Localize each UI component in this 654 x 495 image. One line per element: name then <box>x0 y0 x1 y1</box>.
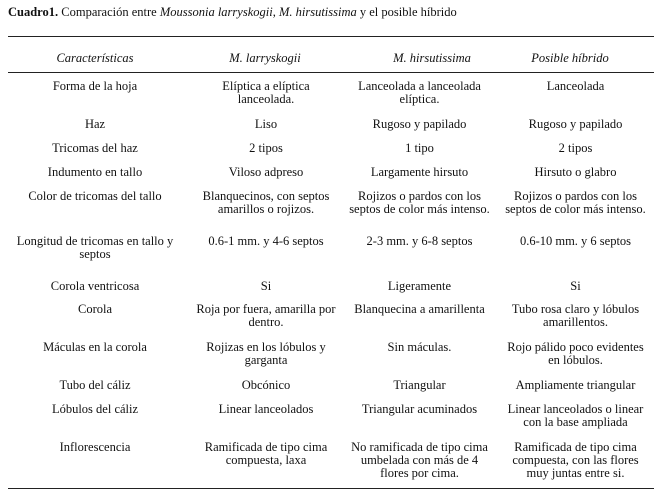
top-rule <box>8 36 654 37</box>
value-cell: Rojizas en los lóbulos y garganta <box>206 340 326 367</box>
table-row <box>0 379 654 403</box>
value-cell: Hirsuto o glabro <box>534 165 617 179</box>
characteristic-cell: Corola <box>77 302 113 316</box>
characteristic-cell: Lóbulos del cáliz <box>51 402 139 416</box>
value-cell: Triangular acuminados <box>361 402 478 416</box>
value-cell: Ligeramente <box>387 279 452 293</box>
characteristic-cell: Tricomas del haz <box>52 141 138 155</box>
value-cell: 0.6-1 mm. y 4-6 septos <box>208 234 324 248</box>
value-cell: Obcónico <box>241 378 291 392</box>
value-cell: Ampliamente triangular <box>515 378 636 392</box>
bottom-rule <box>8 488 654 489</box>
value-cell: Linear lanceolados o linear con la base ampliada <box>507 402 644 429</box>
table-row <box>0 80 654 118</box>
characteristic-cell: Corola ventricosa <box>50 279 140 293</box>
value-cell: 2 tipos <box>249 141 283 155</box>
table-row <box>0 441 654 483</box>
value-cell: Tubo rosa claro y lóbulos amarillentos. <box>511 302 640 329</box>
caption-label: Cuadro1. <box>8 5 59 19</box>
characteristic-cell: Forma de la hoja <box>52 79 138 93</box>
header-hirsutissima: M. hirsutissima <box>393 51 471 65</box>
table-row <box>0 280 654 303</box>
value-cell: 2 tipos <box>558 141 593 155</box>
value-cell: Elíptica a elíptica lanceolada. <box>222 79 310 106</box>
characteristic-cell: Color de tricomas del tallo <box>28 189 162 203</box>
header-rule <box>8 72 654 73</box>
characteristic-cell: Indumento en tallo <box>47 165 143 179</box>
characteristic-cell: Tubo del cáliz <box>59 378 131 392</box>
value-cell: Rojizos o pardos con los septos de color más intenso. <box>349 189 490 216</box>
value-cell: Ramificada de tipo cima compuesta, laxa <box>204 440 328 467</box>
table-row <box>0 142 654 166</box>
value-cell: Linear lanceolados <box>218 402 314 416</box>
value-cell: Viloso adpreso <box>228 165 304 179</box>
value-cell: Si <box>570 279 581 293</box>
value-cell: 0.6-10 mm. y 6 septos <box>519 234 632 248</box>
value-cell: Lanceolada a lanceolada elíptica. <box>358 79 481 106</box>
value-cell: Rojizos o pardos con los septos de color más intenso. <box>505 189 646 216</box>
table-row <box>0 166 654 190</box>
value-cell: Si <box>260 279 272 293</box>
value-cell: Roja por fuera, amarilla por dentro. <box>196 302 336 329</box>
value-cell: Rugoso y papilado <box>528 117 623 131</box>
header-hibrido: Posible híbrido <box>531 51 609 65</box>
value-cell: Triangular <box>393 378 446 392</box>
header-larryskogii: M. larryskogii <box>229 51 301 65</box>
value-cell: Blanquecina a amarillenta <box>354 302 485 316</box>
header-caracteristicas: Características <box>56 51 134 65</box>
table-row <box>0 303 654 341</box>
comparison-table <box>0 80 654 483</box>
value-cell: Lanceolada <box>546 79 605 93</box>
value-cell: Sin máculas. <box>387 340 452 354</box>
caption-species: M. hirsutissima <box>278 5 357 19</box>
value-cell: Rojo pálido poco evidentes en lóbulos. <box>507 340 644 367</box>
value-cell: Ramificada de tipo cima compuesta, con las flores muy juntas entre si. <box>512 440 639 480</box>
table-row <box>0 403 654 441</box>
value-cell: No ramificada de tipo cima umbelada con más de 4 flores por cima. <box>351 440 488 480</box>
value-cell: 1 tipo <box>405 141 434 155</box>
value-cell: 2-3 mm. y 6-8 septos <box>366 234 473 248</box>
characteristic-cell: Máculas en la corola <box>43 340 147 354</box>
value-cell: Largamente hirsuto <box>370 165 469 179</box>
caption-species: Moussonia larryskogii <box>159 5 273 19</box>
caption-text: , <box>272 5 279 19</box>
value-cell: Rugoso y papilado <box>372 117 467 131</box>
table-row <box>0 118 654 142</box>
characteristic-cell: Inflorescencia <box>59 440 131 454</box>
value-cell: Liso <box>254 117 278 131</box>
table-row <box>0 341 654 379</box>
caption-text: Comparación entre <box>58 5 160 19</box>
table-caption <box>8 5 457 20</box>
caption-text: y el posible híbrido <box>356 5 457 19</box>
table-row <box>0 235 654 280</box>
table-row <box>0 190 654 235</box>
characteristic-cell: Haz <box>84 117 106 131</box>
value-cell: Blanquecinos, con septos amarillos o rojizos. <box>202 189 330 216</box>
characteristic-cell: Longitud de tricomas en tallo y septos <box>16 234 174 261</box>
